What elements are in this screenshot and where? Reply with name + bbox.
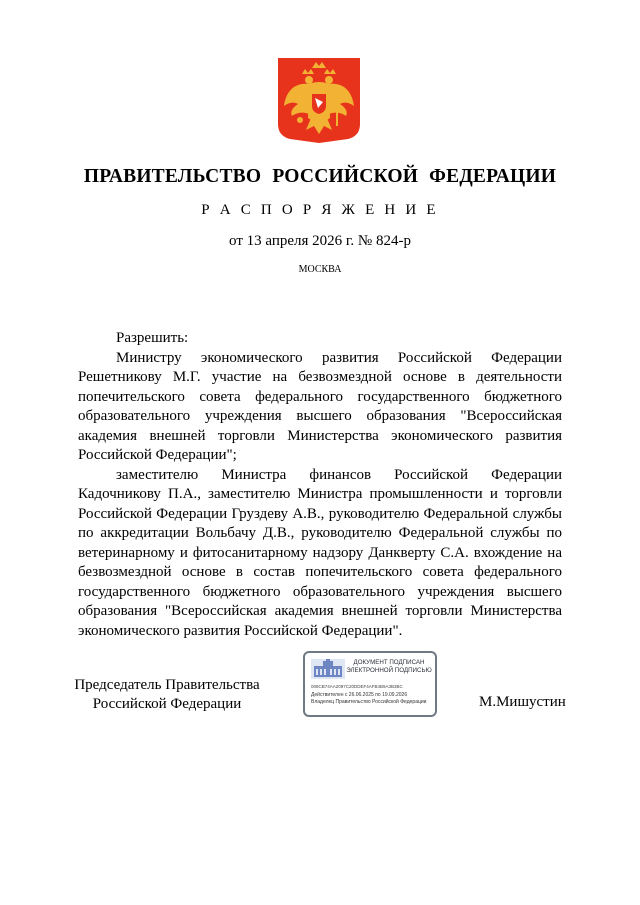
- document-type: Р А С П О Р Я Ж Е Н И Е: [201, 202, 439, 218]
- government-title: ПРАВИТЕЛЬСТВО РОССИЙСКОЙ ФЕДЕРАЦИИ: [83, 166, 557, 187]
- body-paragraph-2: заместителю Министра финансов Российской Федерации Кадочникову П.А., заместителю Министра промышленности и торговли Российской Федерации Груздеву А.В., руководителю Федеральной службы по аккредитации Вольбачу Д.В., руководителю Федеральной службы по ветеринарному и фитосанитарному надзору Данкверту С.А. вхождение на безвозмездной основе в состав попечительского совета федерального государственного бюджетного образовательного учреждения высшего образования "Всероссийская академия внешней торговли Министерства экономического развития Российской Федерации".: [78, 466, 562, 639]
- electronic-signature-stamp: [303, 651, 437, 717]
- document-date-number: от 13 апреля 2026 г. № 824-р: [229, 233, 411, 249]
- stamp-certificate: 008CB74AA2097C20DDEF4AFB4B9A3B3BC: [311, 684, 403, 689]
- document-body: [78, 329, 562, 641]
- signatory-name: М.Мишустин: [479, 694, 566, 710]
- coat-of-arms-icon: [276, 56, 362, 144]
- stamp-owner: Владелец Правительство Российской Федерации: [311, 699, 427, 705]
- stamp-heading: [345, 659, 433, 675]
- stamp-validity: Действителен с 26.06.2025 по 19.09.2026: [311, 692, 408, 698]
- document-city: МОСКВА: [298, 264, 342, 275]
- body-paragraph-1: Министру экономического развития Российской Федерации Решетникову М.Г. участие на безвозмездной основе в деятельности попечительского совета федерального государственного бюджетного образовательного учреждения высшего образования "Всероссийская академия внешней торговли Министерства экономического развития Российской Федерации";: [78, 349, 562, 463]
- signatory-position-line-2: Российской Федерации: [92, 696, 242, 712]
- stamp-heading-line-2: ЭЛЕКТРОННОЙ ПОДПИСЬЮ: [346, 667, 432, 674]
- stamp-heading-line-1: ДОКУМЕНТ ПОДПИСАН: [353, 659, 425, 666]
- body-intro: Разрешить:: [116, 330, 189, 346]
- government-building-icon: [311, 659, 345, 679]
- signatory-position: [62, 676, 272, 714]
- signatory-position-line-1: Председатель Правительства: [74, 677, 260, 693]
